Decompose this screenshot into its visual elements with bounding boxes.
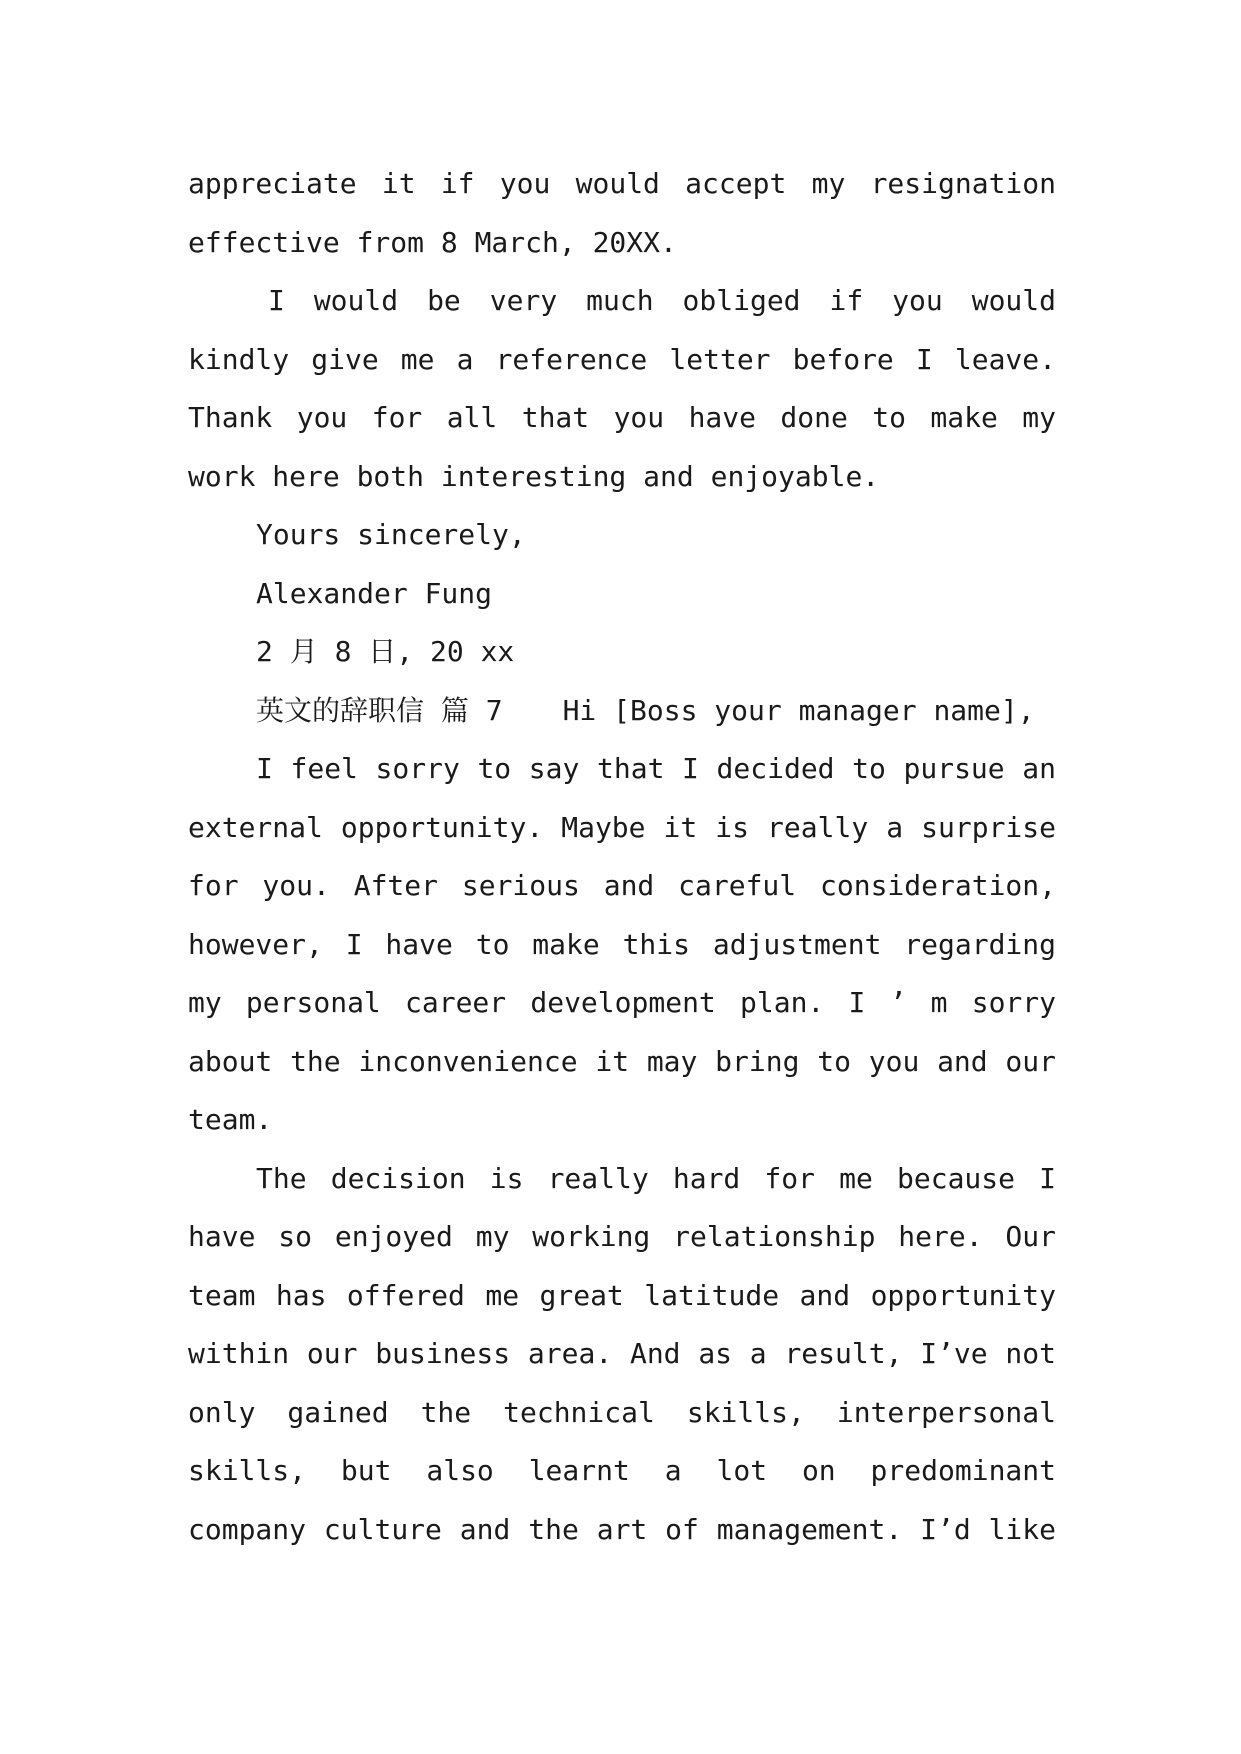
text-line: I feel sorry to say that I decided to pursue an: [256, 752, 1056, 785]
text-line: external opportunity. Maybe it is really a surprise: [188, 810, 1056, 844]
text-line: I would be very much obliged if you would: [268, 284, 1056, 317]
text-line: appreciate it if you would accept my resignation: [188, 167, 1056, 200]
signature-name: Alexander Fung: [256, 576, 493, 610]
text-line: skills, but also learnt a lot on predominant: [188, 1454, 1056, 1487]
text-line: have so enjoyed my working relationship here. Our: [188, 1220, 1056, 1253]
text-line: The decision is really hard for me because I: [256, 1161, 1056, 1195]
text-line: for you. After serious and careful consideration,: [188, 869, 1056, 902]
closing-line: Yours sincerely,: [256, 518, 526, 551]
greeting: Hi [Boss your manager name],: [562, 693, 1035, 727]
text-line: work here both interesting and enjoyable.: [188, 459, 880, 493]
text-line: about the inconvenience it may bring to you and our: [188, 1044, 1056, 1078]
text-line: within our business area. And as a result, I’ve not: [188, 1337, 1056, 1370]
text-line: effective from 8 March, 20XX.: [188, 225, 677, 259]
document-body: [188, 155, 1056, 1559]
text-line: only gained the technical skills, interpersonal: [188, 1395, 1056, 1429]
text-line: however, I have to make this adjustment regarding: [188, 927, 1056, 961]
text-line: Thank you for all that you have done to make my: [188, 401, 1056, 434]
text-line: company culture and the art of management. I’d like: [188, 1512, 1056, 1546]
section-heading-line: [188, 682, 1056, 741]
text-line: team has offered me great latitude and opportunity: [188, 1278, 1056, 1312]
text-line: my personal career development plan. I ’ m sorry: [188, 986, 1056, 1019]
text-line: kindly give me a reference letter before I leave.: [188, 342, 1056, 376]
section-heading: 英文的辞职信 篇 7: [256, 693, 503, 727]
text-line: team.: [188, 1103, 273, 1136]
signature-date: 2 月 8 日, 20 xx: [256, 635, 515, 668]
